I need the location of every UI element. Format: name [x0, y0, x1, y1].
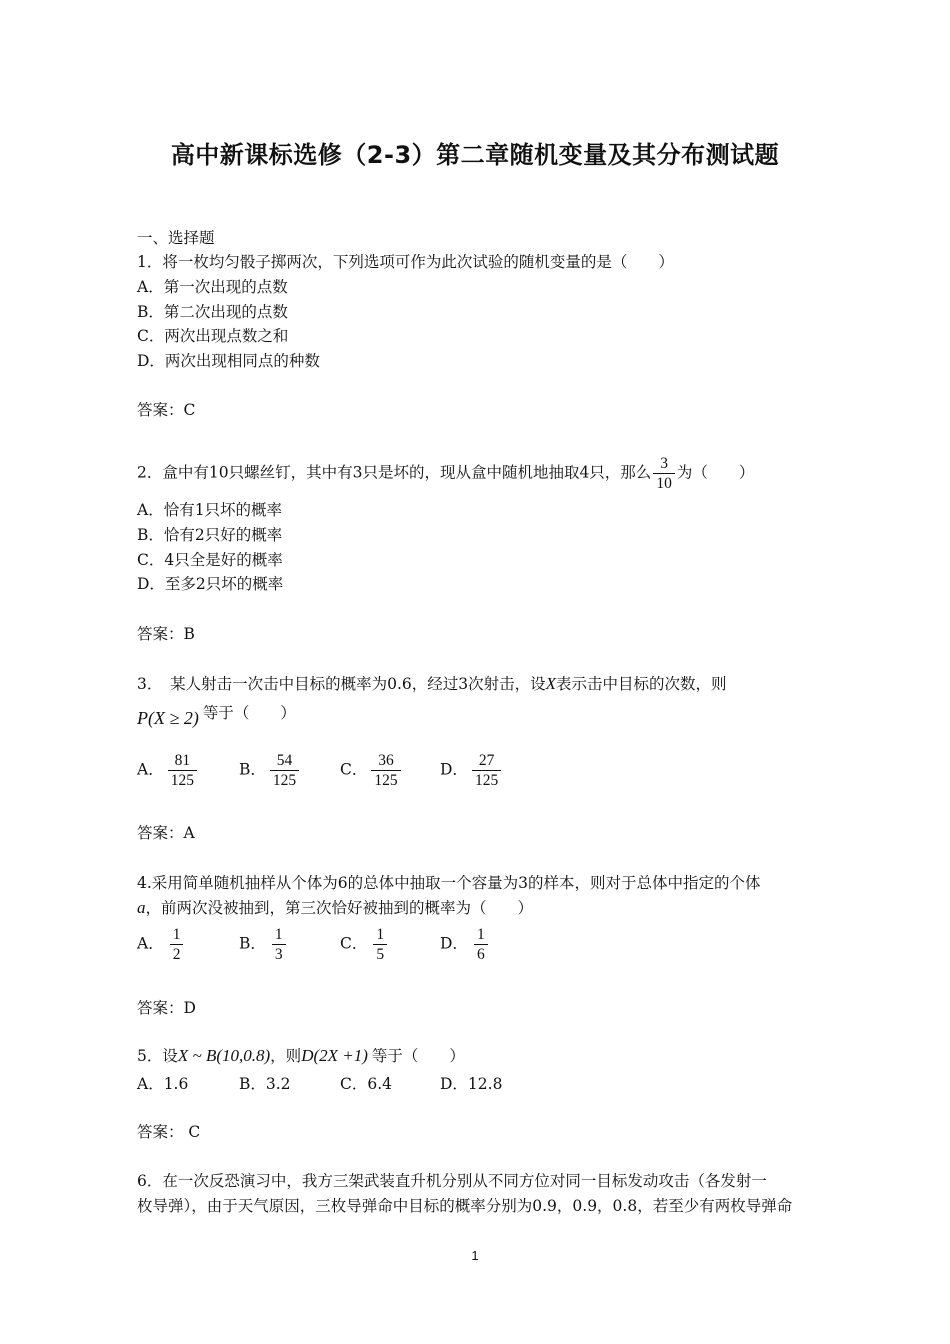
q3-variable: X: [545, 674, 557, 693]
q4-option-b-numerator: 1: [272, 925, 286, 945]
q4-option-b-fraction: [272, 925, 286, 964]
q3-option-b-fraction: [270, 751, 299, 790]
q4-option-b: [239, 925, 286, 964]
q2-stem-tail: 为（ ）: [676, 463, 755, 482]
q3-option-d-label: D．: [440, 760, 468, 779]
q3-option-a-numerator: 81: [168, 751, 197, 771]
q3-option-a: [137, 751, 197, 790]
q1-option-b: B．第二次出现的点数: [137, 303, 288, 321]
q5-mid: ，则: [270, 1047, 302, 1065]
q3-option-b-label: B．: [239, 760, 266, 779]
q4-stem-line2: [137, 898, 533, 918]
page-number: 1: [471, 1248, 479, 1263]
q3-option-c-denominator: 125: [374, 772, 398, 789]
q4-option-c-denominator: 5: [376, 946, 385, 963]
q3-answer: 答案：A: [137, 824, 195, 842]
q3-option-b-denominator: 125: [272, 772, 297, 789]
q4-option-a-denominator: 2: [172, 946, 181, 963]
page-title: 高中新课标选修（2-3）第二章随机变量及其分布测试题: [170, 141, 780, 169]
q2-fraction-denominator: 10: [656, 475, 672, 492]
q3-stem-tail: 等于（ ）: [202, 704, 296, 722]
q5-tail: 等于（ ）: [371, 1047, 465, 1065]
q5-option-c: C．6.4: [340, 1075, 393, 1093]
q1-answer: 答案：C: [137, 401, 196, 419]
q4-option-d-label: D．: [440, 934, 468, 953]
q5-stem-line: [137, 1046, 465, 1066]
q4-stem: 4.采用简单随机抽样从个体为6的总体中抽取一个容量为3的样本，则对于总体中指定的个体: [137, 874, 761, 892]
q3-option-c-label: C．: [340, 760, 368, 779]
q4-option-b-label: B．: [239, 934, 266, 953]
q2-answer: 答案：B: [137, 625, 195, 643]
q3-option-a-label: A．: [137, 760, 164, 779]
q4-option-d-numerator: 1: [474, 925, 488, 945]
q3-option-d: [440, 751, 501, 790]
q4-option-c-fraction: [373, 925, 387, 964]
q5-option-d: D．12.8: [440, 1075, 503, 1093]
q4-option-d-fraction: [474, 925, 488, 964]
q4-variable: a: [137, 898, 146, 917]
q4-option-a-fraction: [170, 925, 184, 964]
q4-option-c-numerator: 1: [373, 925, 387, 945]
q5-distribution: X ~ B(10,0.8): [177, 1046, 271, 1065]
q3-option-c-numerator: 36: [371, 751, 400, 771]
q4-option-a: [137, 925, 183, 964]
q2-option-a: A．恰有1只坏的概率: [137, 501, 283, 519]
q6-line2: 枚导弹），由于天气原因，三枚导弹命中目标的概率分别为0.9，0.9，0.8，若至少有两枚导弹命: [137, 1197, 793, 1215]
q3-option-d-numerator: 27: [472, 751, 501, 771]
q4-option-d-denominator: 6: [476, 946, 485, 963]
q3-option-b-numerator: 54: [270, 751, 299, 771]
q5-prefix: 5．设: [137, 1047, 178, 1065]
q5-option-b: B．3.2: [239, 1075, 291, 1093]
q5-answer: 答案： C: [137, 1123, 201, 1141]
section-heading: 一、选择题: [137, 229, 215, 247]
q1-option-c: C．两次出现点数之和: [137, 327, 289, 345]
q1-option-d: D．两次出现相同点的种数: [137, 352, 320, 370]
q4-option-b-denominator: 3: [274, 946, 283, 963]
q1-option-a: A．第一次出现的点数: [137, 278, 288, 296]
q5-variance-expr: D(2X +1): [301, 1046, 368, 1065]
q4-option-a-label: A．: [137, 934, 164, 953]
q3-option-d-denominator: 125: [474, 772, 499, 789]
q3-stem-2: 表示击中目标的次数，则: [556, 675, 727, 693]
q2-option-b: B．恰有2只好的概率: [137, 526, 283, 544]
q1-stem: 1．将一枚均匀骰子掷两次，下列选项可作为此次试验的随机变量的是（ ）: [137, 253, 674, 271]
q3-option-b: [239, 751, 299, 790]
q4-stem-2: ，前两次没被抽到，第三次恰好被抽到的概率为（ ）: [145, 899, 534, 917]
q3-expression: P(X ≥ 2): [137, 708, 199, 728]
q6-line1: 6．在一次反恐演习中，我方三架武装直升机分别从不同方位对同一目标发动攻击（各发射一: [137, 1172, 767, 1190]
q3-option-c: [340, 751, 401, 790]
q3-stem-line1: [137, 674, 727, 694]
q4-option-d: [440, 925, 488, 964]
q5-option-a: A．1.6: [137, 1075, 189, 1093]
q2-option-c: C．4只全是好的概率: [137, 551, 283, 569]
q4-option-c-label: C．: [340, 934, 368, 953]
q3-option-d-fraction: [472, 751, 501, 790]
q2-stem-line: [137, 454, 754, 493]
q4-option-c: [340, 925, 387, 964]
q2-fraction: [653, 454, 675, 493]
q3-stem: 3． 某人射击一次击中目标的概率为0.6，经过3次射击，设: [137, 675, 546, 693]
q2-stem: 2．盒中有10只螺丝钉，其中有3只是坏的，现从盒中随机地抽取4只，那么: [137, 463, 652, 482]
q3-stem-line2: [137, 702, 296, 728]
q3-option-a-fraction: [168, 751, 197, 790]
q2-option-d: D．至多2只坏的概率: [137, 575, 284, 593]
q4-answer: 答案：D: [137, 999, 196, 1017]
q3-option-c-fraction: [371, 751, 400, 790]
q4-option-a-numerator: 1: [170, 925, 184, 945]
q3-option-a-denominator: 125: [170, 772, 194, 789]
q2-fraction-numerator: 3: [653, 454, 675, 474]
